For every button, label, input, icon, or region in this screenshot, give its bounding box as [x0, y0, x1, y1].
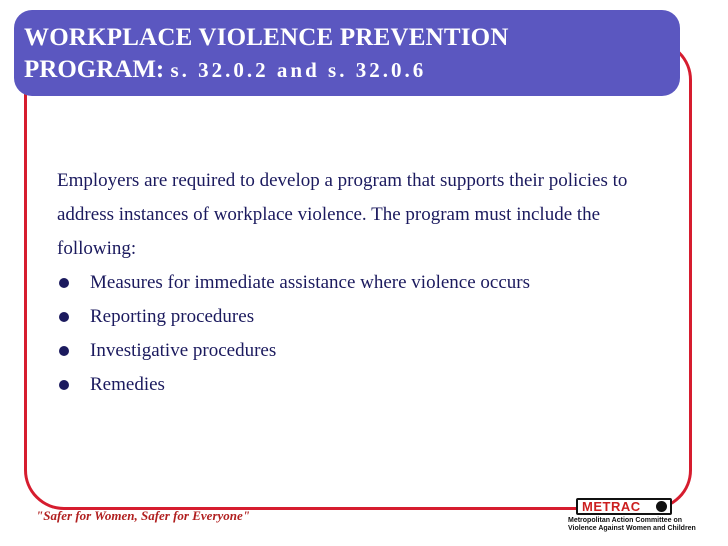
title-section-refs: s. 32.0.2 and s. 32.0.6	[170, 58, 427, 82]
list-item	[57, 300, 677, 334]
list-item-text: Remedies	[90, 374, 165, 395]
logo-caption-line-1: Metropolitan Action Committee on	[568, 517, 683, 524]
intro-paragraph: Employers are required to develop a program that supports their policies to address instances of workplace violence. The program must include the following:	[57, 170, 628, 259]
metrac-logo	[568, 498, 696, 538]
slide-body	[57, 164, 677, 402]
list-item	[57, 266, 677, 300]
list-item	[57, 368, 677, 402]
bullet-icon	[59, 278, 69, 288]
bullet-icon	[59, 312, 69, 322]
bullet-icon	[59, 380, 69, 390]
list-item-text: Measures for immediate assistance where violence occurs	[90, 272, 530, 293]
footer-slogan: "Safer for Women, Safer for Everyone"	[36, 508, 250, 523]
slide-title-line-2	[24, 55, 680, 85]
list-item-text: Reporting procedures	[90, 306, 255, 327]
title-banner	[14, 10, 680, 96]
logo-wordmark: METRAC	[582, 499, 641, 514]
slide-title-line-1: WORKPLACE VIOLENCE PREVENTION	[24, 24, 509, 51]
logo-caption-line-2: Violence Against Women and Children	[568, 525, 696, 532]
list-item	[57, 334, 677, 368]
title-program-label: PROGRAM:	[24, 56, 171, 83]
logo-wordmark-box	[576, 498, 672, 515]
bullet-icon	[59, 346, 69, 356]
logo-seal-icon	[656, 501, 667, 512]
requirements-list	[57, 266, 677, 402]
frame-gap	[27, 96, 689, 126]
list-item-text: Investigative procedures	[90, 340, 277, 361]
